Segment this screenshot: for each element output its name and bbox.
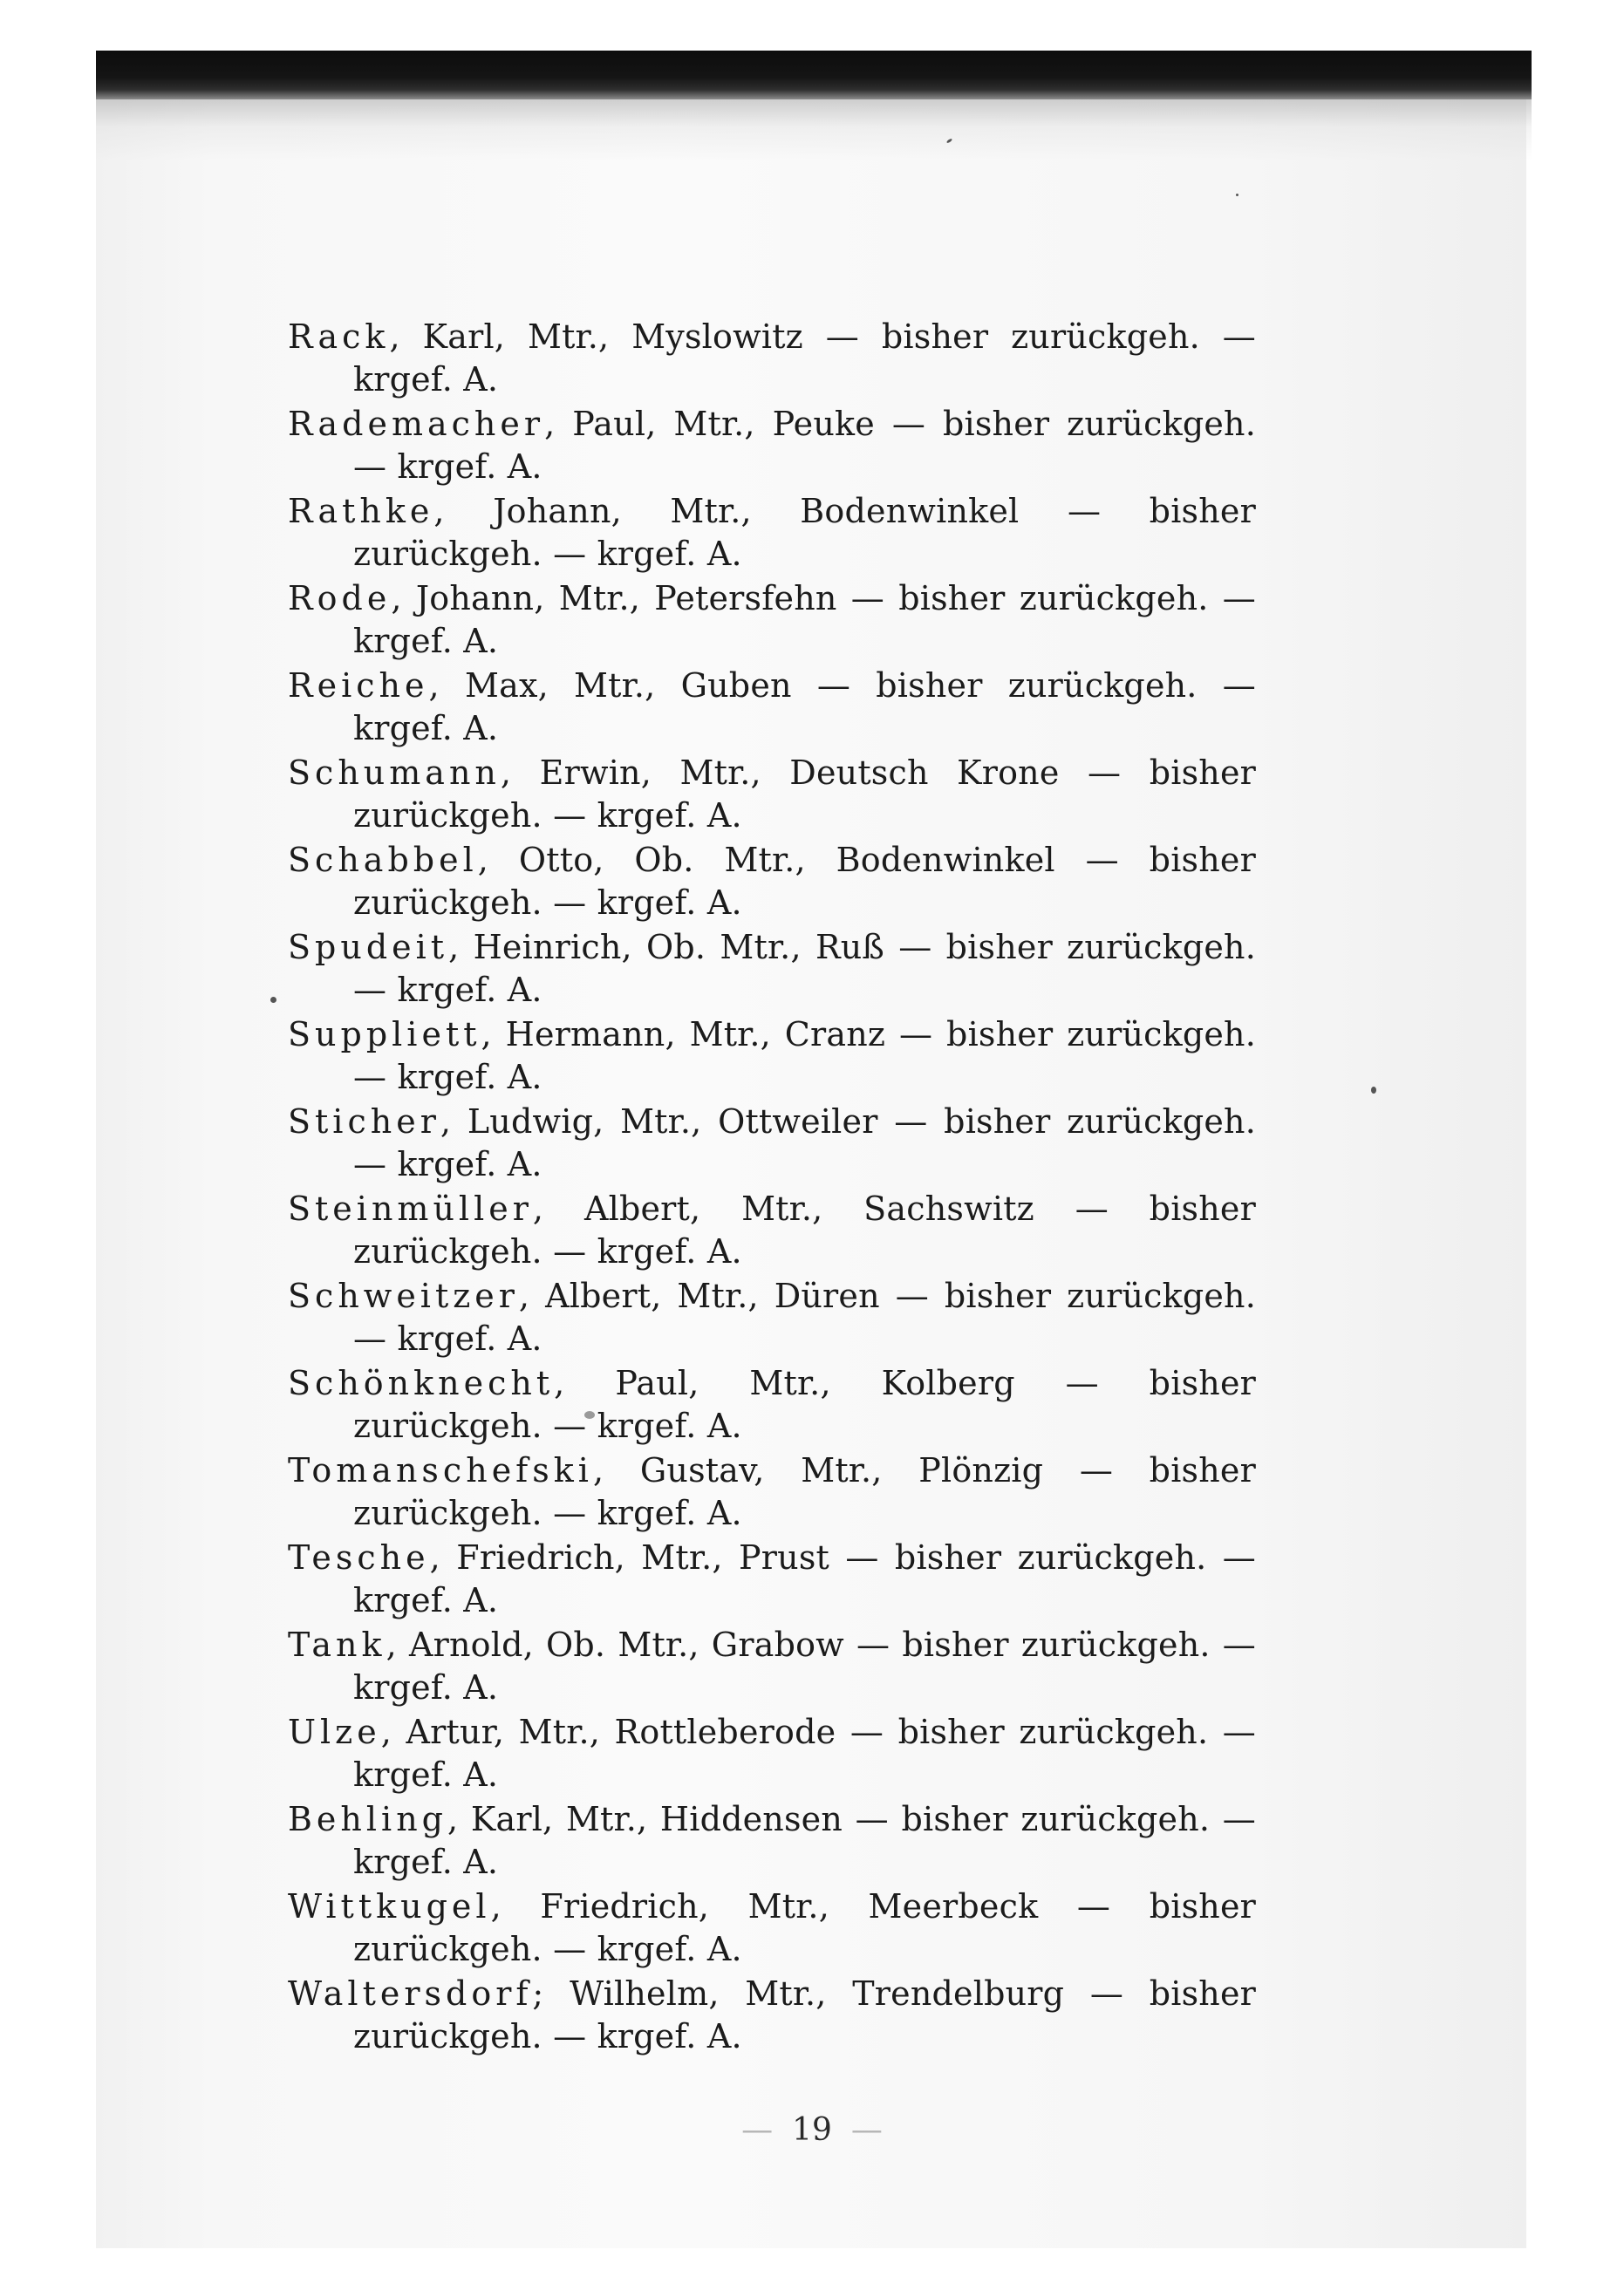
- list-item: [288, 1973, 1256, 2058]
- list-item: [288, 1275, 1256, 1360]
- entry-surname: Suppliett: [288, 1015, 481, 1053]
- list-item: [288, 1798, 1256, 1884]
- entry-details: , Friedrich, Mtr., Prust — bisher zurückgeh. — krgef. A.: [353, 1538, 1256, 1619]
- list-item: [288, 403, 1256, 488]
- entry-details: ; Wilhelm, Mtr., Trendelburg — bisher zurückgeh. — krgef. A.: [353, 1974, 1256, 2055]
- entry-details: , Albert, Mtr., Düren — bisher zurückgeh. — krgef. A.: [353, 1277, 1256, 1358]
- list-item: [288, 577, 1256, 663]
- page-number-dash-right: —: [850, 2112, 883, 2148]
- list-item: [288, 1624, 1256, 1709]
- list-item: [288, 665, 1256, 750]
- entry-surname: Rode: [288, 579, 392, 617]
- entry-details: , Artur, Mtr., Rottleberode — bisher zurückgeh. — krgef. A.: [353, 1713, 1256, 1794]
- list-item: [288, 1188, 1256, 1273]
- entry-details: , Otto, Ob. Mtr., Bodenwinkel — bisher zurückgeh. — krgef. A.: [353, 841, 1256, 922]
- entry-details: , Karl, Mtr., Hiddensen — bisher zurückgeh. — krgef. A.: [353, 1800, 1256, 1881]
- entry-surname: Tank: [288, 1626, 386, 1664]
- list-item: [288, 839, 1256, 924]
- list-item: [288, 1885, 1256, 1971]
- list-item: [288, 752, 1256, 837]
- entry-surname: Schönknecht: [288, 1364, 555, 1402]
- entry-surname: Schabbel: [288, 841, 478, 879]
- ink-speck: [1236, 194, 1238, 196]
- entry-details: , Erwin, Mtr., Deutsch Krone — bisher zurückgeh. — krgef. A.: [353, 753, 1256, 835]
- entry-surname: Behling: [288, 1800, 447, 1838]
- entry-details: , Albert, Mtr., Sachswitz — bisher zurückgeh. — krgef. A.: [353, 1190, 1256, 1271]
- entry-surname: Rack: [288, 317, 390, 356]
- entry-surname: Tomanschefski: [288, 1451, 593, 1490]
- entry-surname: Schumann: [288, 753, 501, 792]
- scan-shadow-fade: [96, 99, 1532, 160]
- entry-details: , Karl, Mtr., Myslowitz — bisher zurückgeh. — krgef. A.: [353, 317, 1256, 399]
- entry-details: , Max, Mtr., Guben — bisher zurückgeh. — krgef. A.: [353, 666, 1256, 747]
- entry-details: , Heinrich, Ob. Mtr., Ruß — bisher zurückgeh. — krgef. A.: [353, 928, 1256, 1009]
- list-item: [288, 1101, 1256, 1186]
- entry-list: [288, 316, 1256, 2060]
- list-item: [288, 926, 1256, 1012]
- entry-surname: Tesche: [288, 1538, 430, 1577]
- list-item: [288, 490, 1256, 576]
- entry-surname: Sticher: [288, 1102, 440, 1141]
- ink-speck: [1371, 1087, 1376, 1094]
- entry-surname: Ulze: [288, 1713, 381, 1751]
- entry-details: , Friedrich, Mtr., Meerbeck — bisher zurückgeh. — krgef. A.: [353, 1887, 1256, 1968]
- entry-details: , Johann, Mtr., Bodenwinkel — bisher zurückgeh. — krgef. A.: [353, 492, 1256, 573]
- scan-shadow-bar: [96, 51, 1532, 99]
- page-number-dash-left: —: [741, 2112, 774, 2148]
- page-number: [0, 2112, 1624, 2148]
- entry-details: , Johann, Mtr., Petersfehn — bisher zurückgeh. — krgef. A.: [353, 579, 1256, 660]
- list-item: [288, 316, 1256, 401]
- entry-surname: Rathke: [288, 492, 434, 530]
- list-item: [288, 1537, 1256, 1622]
- list-item: [288, 1449, 1256, 1535]
- entry-surname: Rademacher: [288, 405, 545, 443]
- entry-surname: Waltersdorf: [288, 1974, 533, 2013]
- page-number-value: 19: [792, 2112, 832, 2148]
- entry-surname: Reiche: [288, 666, 429, 705]
- entry-details: , Paul, Mtr., Peuke — bisher zurückgeh. — krgef. A.: [353, 405, 1256, 486]
- entry-details: , Hermann, Mtr., Cranz — bisher zurückgeh. — krgef. A.: [353, 1015, 1256, 1096]
- entry-surname: Wittkugel: [288, 1887, 491, 1926]
- entry-details: , Gustav, Mtr., Plönzig — bisher zurückgeh. — krgef. A.: [353, 1451, 1256, 1532]
- entry-surname: Spudeit: [288, 928, 449, 966]
- ink-speck: [270, 997, 276, 1003]
- entry-details: , Paul, Mtr., Kolberg — bisher zurückgeh. — krgef. A.: [353, 1364, 1256, 1445]
- entry-surname: Steinmüller: [288, 1190, 533, 1228]
- list-item: [288, 1711, 1256, 1796]
- entry-details: , Arnold, Ob. Mtr., Grabow — bisher zurückgeh. — krgef. A.: [353, 1626, 1256, 1707]
- list-item: [288, 1013, 1256, 1099]
- entry-surname: Schweitzer: [288, 1277, 519, 1315]
- list-item: [288, 1362, 1256, 1448]
- entry-details: , Ludwig, Mtr., Ottweiler — bisher zurückgeh. — krgef. A.: [353, 1102, 1256, 1183]
